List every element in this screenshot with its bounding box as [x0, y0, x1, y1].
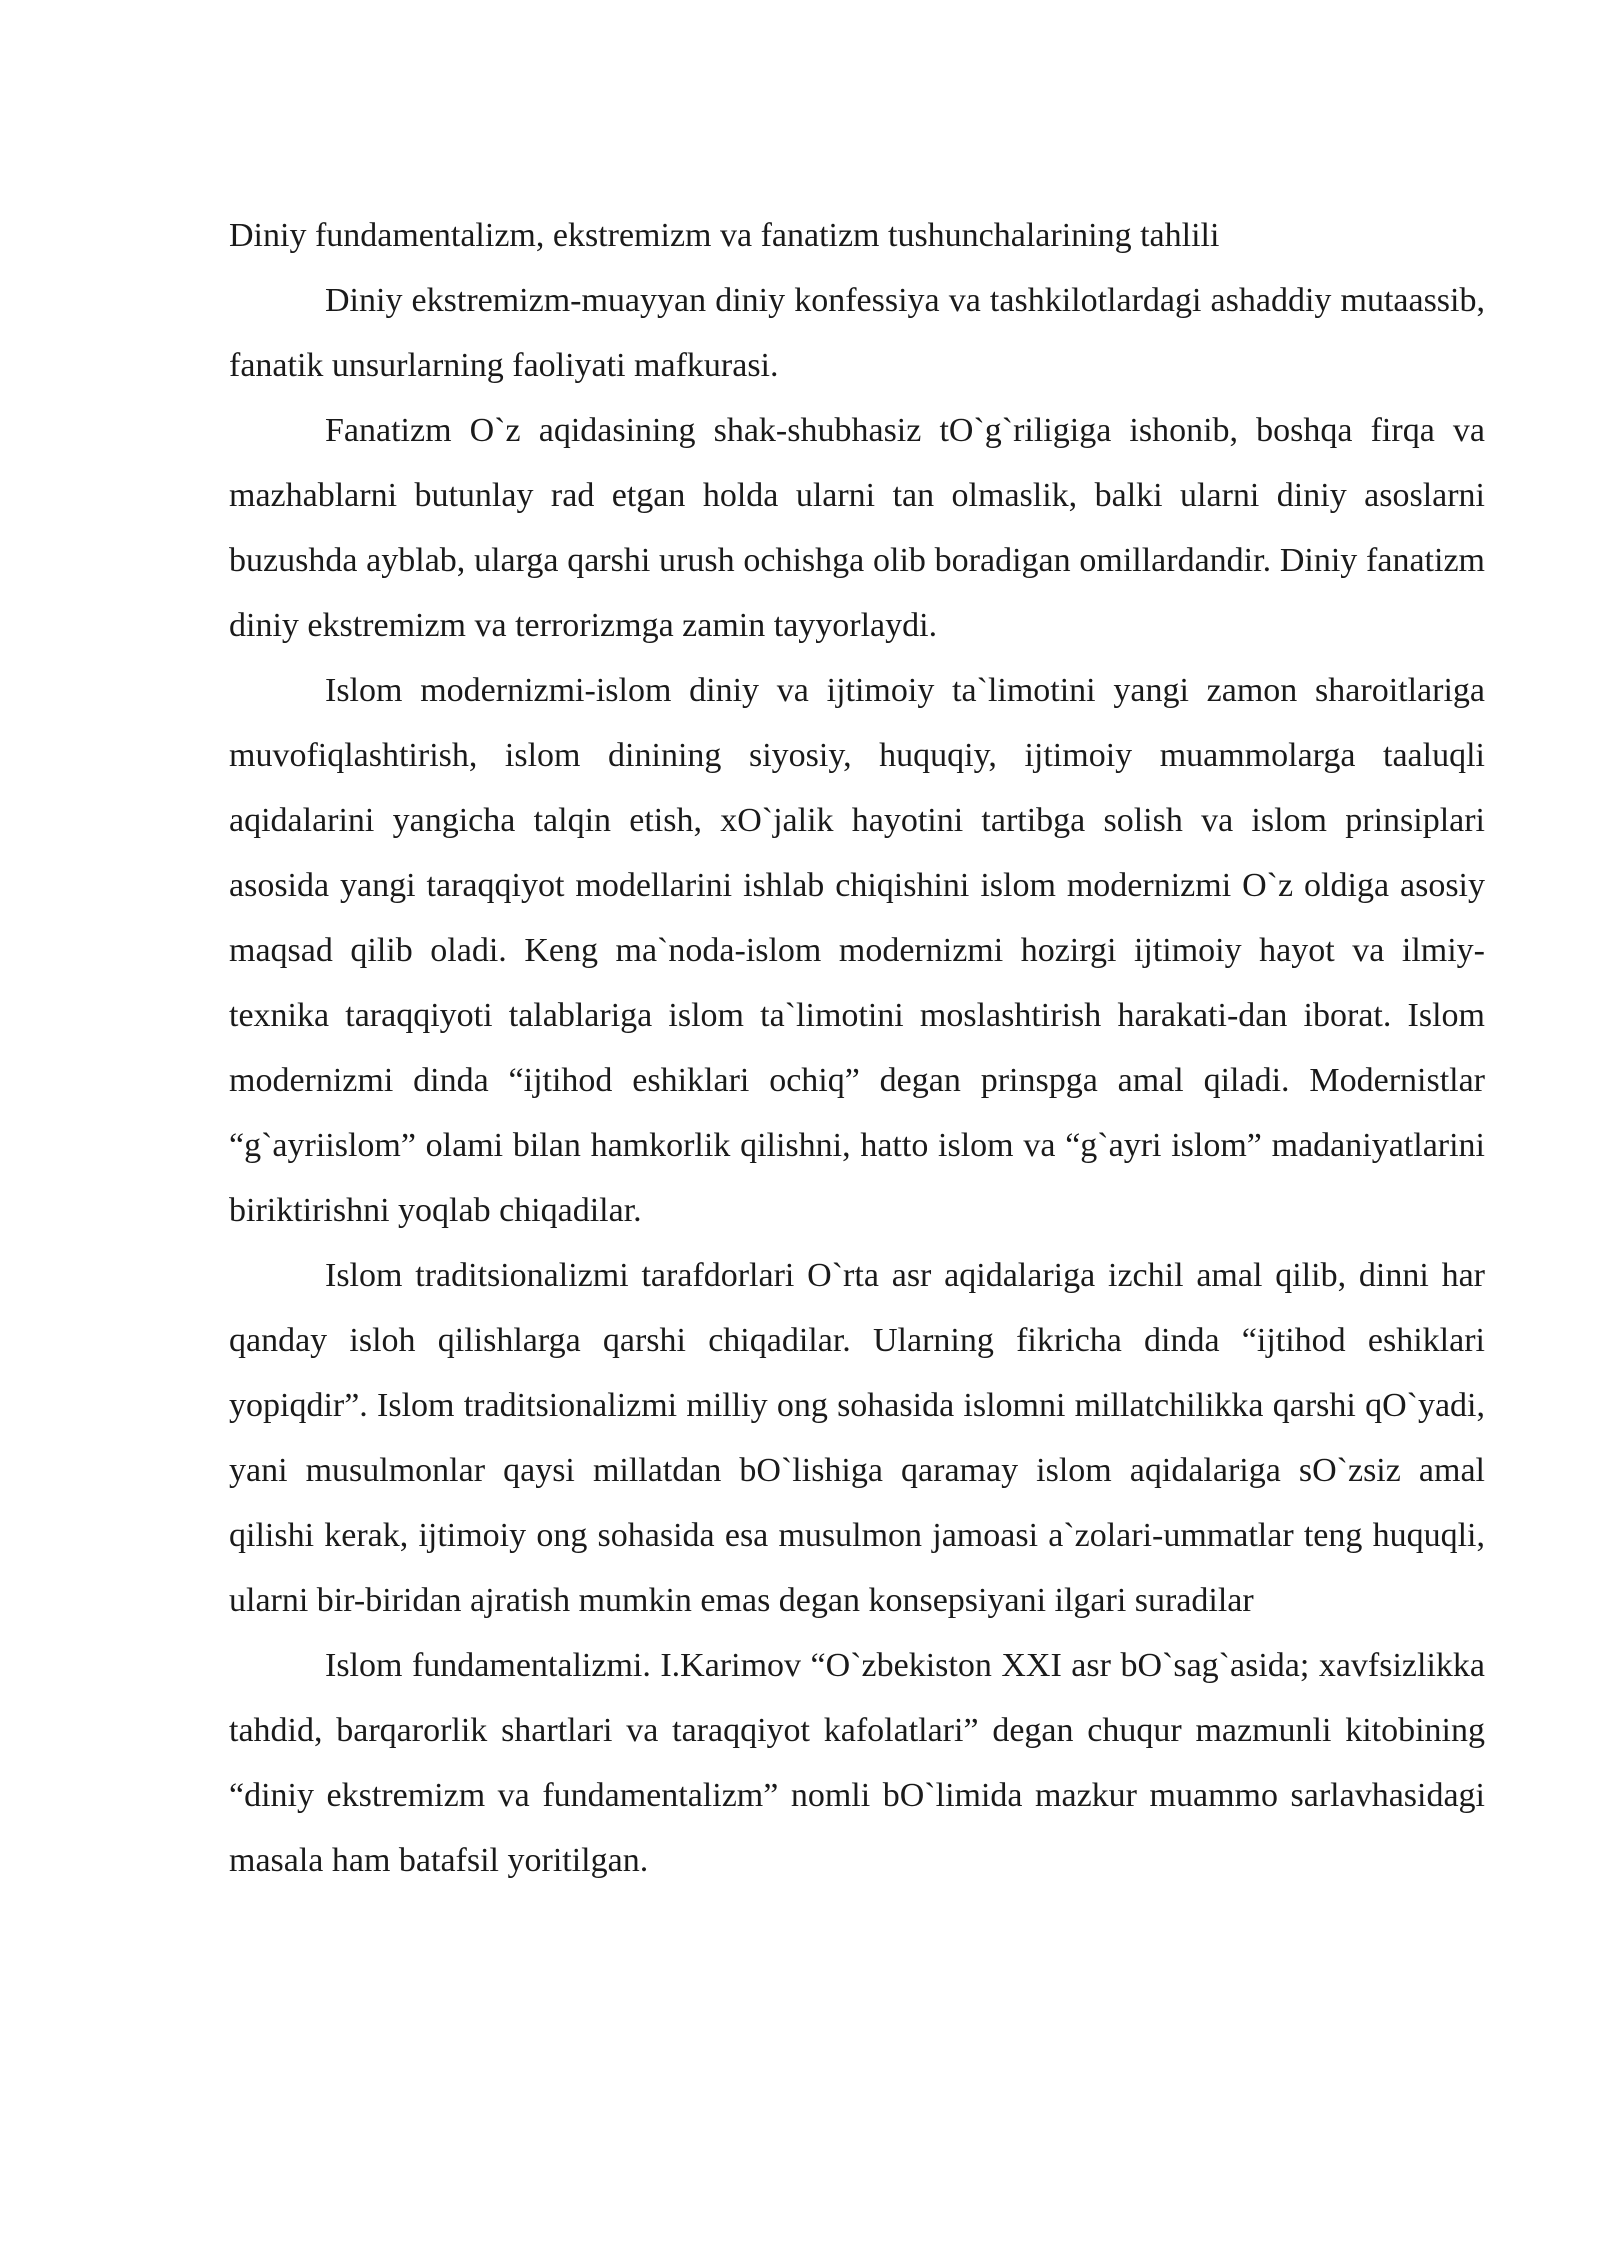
document-body — [229, 203, 1485, 1893]
paragraph-islom-traditsionalizmi: Islom traditsionalizmi tarafdorlari O`rta asr aqidalariga izchil amal qilib, dinni har qanday isloh qilishlarga qarshi chiqadilar. Ularning fikricha dinda “ijtihod eshiklari yopiqdir”. Islom traditsionalizmi milliy ong sohasida islomni millatchilikka qarshi qO`yadi, yani musulmonlar qaysi millatdan bO`lishiga qaramay islom aqidalariga sO`zsiz amal qilishi kerak, ijtimoiy ong sohasida esa musulmon jamoasi a`zolari-ummatlar teng huquqli, ularni bir-biridan ajratish mumkin emas degan konsepsiyani ilgari suradilar — [229, 1257, 1485, 1619]
paragraph-islom-modernizmi: Islom modernizmi-islom diniy va ijtimoiy ta`limotini yangi zamon sharoitlariga muvofiqlashtirish, islom dinining siyosiy, huquqiy, ijtimoiy muammolarga taaluqli aqidalarini yangicha talqin etish, xO`jalik hayotini tartibga solish va islom prinsiplari asosida yangi taraqqiyot modellarini ishlab chiqishini islom modernizmi O`z oldiga asosiy maqsad qilib oladi. Keng ma`noda-islom modernizmi hozirgi ijtimoiy hayot va ilmiy-texnika taraqqiyoti talablariga islom ta`limotini moslashtirish harakati-dan iborat. Islom modernizmi dinda “ijtihod eshiklari ochiq” degan prinspga amal qiladi. Modernistlar “g`ayriislom” olami bilan hamkorlik qilishni, hatto islom va “g`ayri islom” madaniyatlarini biriktirishni yoqlab chiqadilar. — [229, 672, 1485, 1229]
paragraph-diniy-ekstremizm: Diniy ekstremizm-muayyan diniy konfessiya va tashkilotlardagi ashaddiy mutaassib, fanatik unsurlarning faoliyati mafkurasi. — [229, 282, 1485, 384]
paragraph-fanatizm: Fanatizm O`z aqidasining shak-shubhasiz tO`g`riligiga ishonib, boshqa firqa va mazhablarni butunlay rad etgan holda ularni tan olmaslik, balki ularni diniy asoslarni buzushda ayblab, ularga qarshi urush ochishga olib boradigan omillardandir. Diniy fanatizm diniy ekstremizm va terrorizmga zamin tayyorlaydi. — [229, 412, 1485, 644]
paragraph-islom-fundamentalizmi: Islom fundamentalizmi. I.Karimov “O`zbekiston XXI asr bO`sag`asida; xavfsizlikka tahdid, barqarorlik shartlari va taraqqiyot kafolatlari” degan chuqur mazmunli kitobining “diniy ekstremizm va fundamentalizm” nomli bO`limida mazkur muammo sarlavhasidagi masala ham batafsil yoritilgan. — [229, 1647, 1485, 1879]
document-title: Diniy fundamentalizm, ekstremizm va fanatizm tushunchalarining tahlili — [229, 217, 1220, 254]
